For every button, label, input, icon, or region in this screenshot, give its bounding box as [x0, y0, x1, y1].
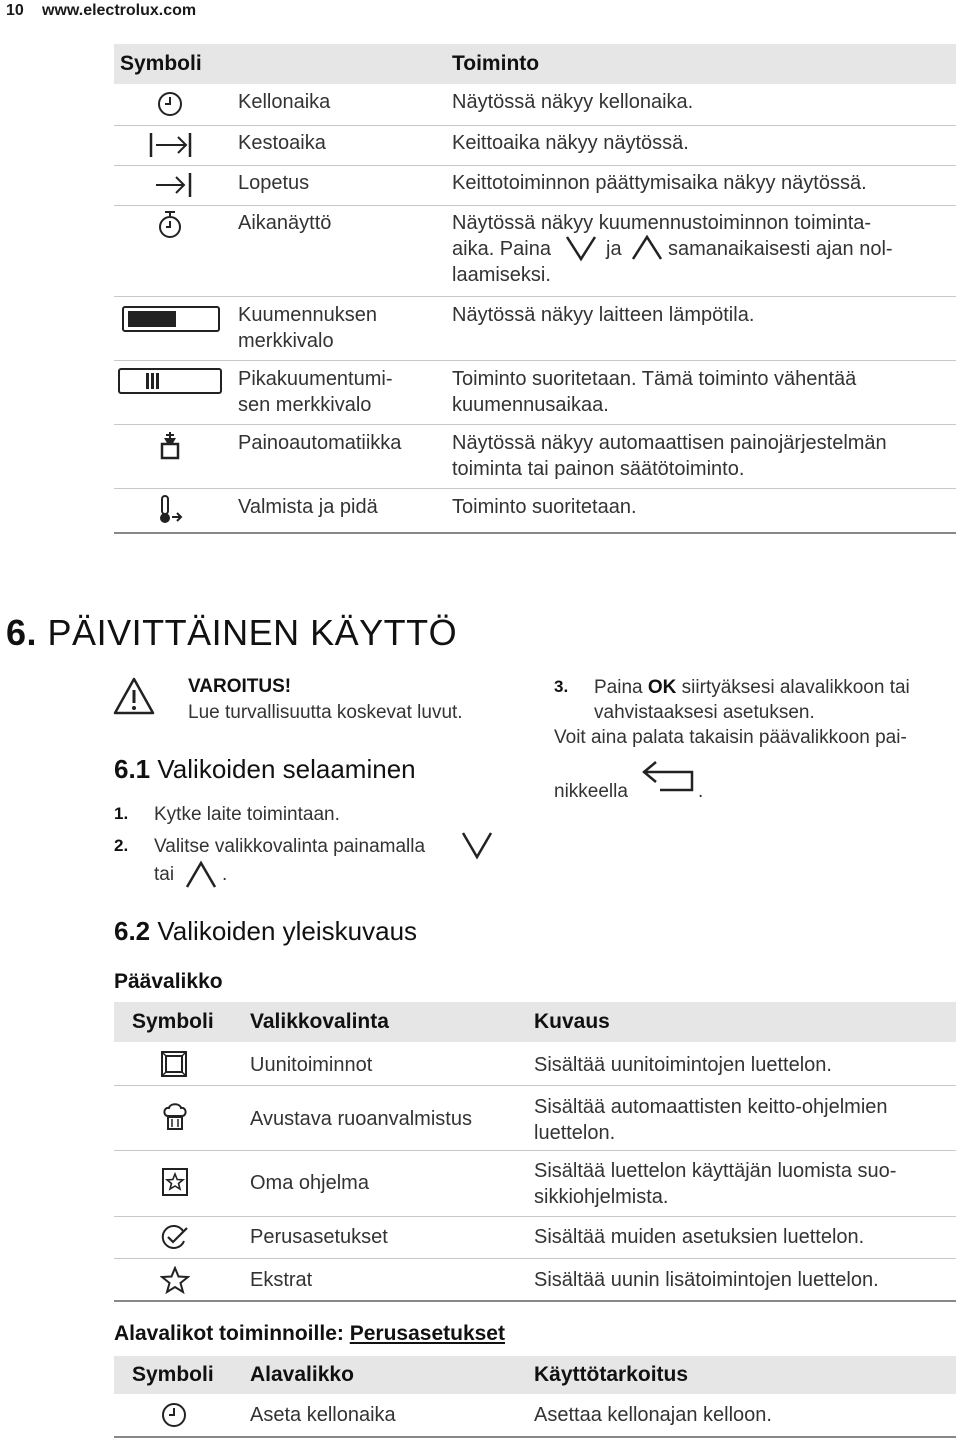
col-header-function: Toiminto	[452, 52, 540, 75]
symbol-desc: aika. Paina	[452, 238, 551, 260]
down-arrow-icon[interactable]	[460, 830, 494, 860]
row-divider	[114, 165, 956, 166]
main-menu-table	[114, 1002, 956, 1304]
symbol-desc: samanaikaisesti ajan nol-	[668, 238, 893, 260]
symbol-desc: Näytössä näkyy automaattisen painojärjestelmän	[452, 432, 887, 454]
symbol-desc: ja	[606, 238, 622, 260]
basic-settings-icon	[160, 1224, 190, 1252]
step-number: 2.	[114, 836, 129, 855]
favourite-programme-icon	[162, 1168, 188, 1196]
down-arrow-icon	[564, 234, 598, 262]
symbol-desc: laamiseksi.	[452, 264, 551, 286]
site-url[interactable]: www.electrolux.com	[42, 2, 197, 19]
page-number: 10	[6, 2, 24, 19]
submenu-title	[114, 1322, 505, 1346]
step-text-post: siirtyäksesi alavalikkoon tai	[681, 677, 910, 698]
row-divider	[114, 424, 956, 425]
menu-item: Ekstrat	[250, 1269, 313, 1291]
step-number: 1.	[114, 804, 129, 823]
menu-desc: sikkiohjelmista.	[534, 1186, 669, 1208]
symbol-desc: Näytössä näkyy kuumennustoiminnon toiminta-	[452, 212, 872, 234]
symbol-name: Kellonaika	[238, 91, 331, 113]
table-bottom-border	[114, 1436, 956, 1438]
warning-icon	[112, 676, 156, 716]
menu-desc: Sisältää luettelon käyttäjän luomista suo-	[534, 1160, 897, 1182]
up-arrow-icon	[630, 234, 664, 262]
back-info-text: Voit aina palata takaisin päävalikkoon pai-	[554, 727, 907, 748]
subsection-number: 6.1	[114, 754, 151, 784]
heat-up-indicator-icon	[122, 306, 220, 332]
symbol-name: Valmista ja pidä	[238, 496, 378, 518]
menu-item: Avustava ruoanvalmistus	[250, 1108, 472, 1130]
menu-desc: Sisältää muiden asetuksien luettelon.	[534, 1226, 865, 1248]
duration-icon	[148, 130, 194, 160]
menu-desc: Sisältää automaattisten keitto-ohjelmien	[534, 1096, 888, 1118]
back-info-text: nikkeella	[554, 781, 628, 802]
row-divider	[114, 1258, 956, 1259]
symbol-desc: Keittotoiminnon päättymisaika näkyy näytössä.	[452, 172, 867, 194]
step-text: Kytke laite toimintaan.	[154, 804, 340, 825]
main-menu-title: Päävalikko	[114, 970, 223, 993]
section-number: 6.	[6, 612, 38, 653]
fast-heat-up-indicator-icon	[118, 368, 222, 394]
submenu-title-prefix: Alavalikot toiminnoille:	[114, 1322, 344, 1345]
col-header-desc: Kuvaus	[534, 1010, 610, 1033]
subsection-number: 6.2	[114, 916, 151, 946]
table-bottom-border	[114, 1300, 956, 1302]
subsection-heading	[114, 916, 417, 947]
submenu-table	[114, 1356, 956, 1440]
keep-warm-icon	[158, 494, 184, 526]
symbol-name: merkkivalo	[238, 330, 334, 352]
symbol-name: Kuumennuksen	[238, 304, 377, 326]
col-header-symbol: Symboli	[132, 1010, 214, 1033]
symbol-name: Lopetus	[238, 172, 310, 194]
row-divider	[114, 1085, 956, 1086]
row-divider	[114, 205, 956, 206]
symbol-desc: kuumennusaikaa.	[452, 394, 609, 416]
row-divider	[114, 1216, 956, 1217]
menu-desc: Sisältää uunin lisätoimintojen luettelon.	[534, 1269, 879, 1291]
warning-text: Lue turvallisuutta koskevat luvut.	[188, 702, 463, 723]
symbol-desc: Keittoaika näkyy näytössä.	[452, 132, 689, 154]
submenu-desc: Asettaa kellonajan kelloon.	[534, 1404, 772, 1426]
col-header-symbol: Symboli	[132, 1363, 214, 1386]
section-heading	[6, 612, 457, 654]
clock-icon	[156, 90, 184, 118]
extras-icon	[160, 1266, 190, 1294]
submenu-title-link[interactable]: Perusasetukset	[349, 1322, 505, 1345]
symbol-name: Painoautomatiikka	[238, 432, 402, 454]
subsection-title: Valikoiden yleiskuvaus	[157, 916, 418, 946]
symbol-name: sen merkkivalo	[238, 394, 372, 416]
row-divider	[114, 296, 956, 297]
submenu-item: Aseta kellonaika	[250, 1404, 396, 1426]
row-divider	[114, 1150, 956, 1151]
symbol-desc: Toiminto suoritetaan.	[452, 496, 637, 518]
col-header-item: Valikkovalinta	[250, 1010, 389, 1033]
chef-hat-icon	[162, 1102, 188, 1132]
step-number: 3.	[554, 677, 569, 696]
symbols-table	[114, 44, 956, 536]
step-text: Valitse valikkovalinta painamalla	[154, 836, 426, 857]
end-icon	[154, 170, 194, 200]
row-divider	[114, 360, 956, 361]
menu-item: Oma ohjelma	[250, 1172, 369, 1194]
ok-button-label: OK	[647, 677, 677, 698]
symbol-desc: Näytössä näkyy kellonaika.	[452, 91, 694, 113]
symbol-desc: toiminta tai painon säätötoiminto.	[452, 458, 745, 480]
symbol-desc: Näytössä näkyy laitteen lämpötila.	[452, 304, 755, 326]
up-arrow-icon[interactable]	[184, 860, 218, 890]
step-text-line2: vahvistaaksesi asetuksen.	[594, 702, 815, 723]
symbol-name: Aikanäyttö	[238, 212, 332, 234]
symbol-name: Kestoaika	[238, 132, 326, 154]
back-info-text: .	[698, 781, 704, 802]
subsection-title: Valikoiden selaaminen	[157, 754, 416, 784]
oven-functions-icon	[160, 1050, 188, 1078]
back-icon[interactable]	[638, 758, 698, 794]
menu-item: Uunitoiminnot	[250, 1054, 373, 1076]
step-text: .	[222, 864, 228, 885]
row-divider	[114, 488, 956, 489]
step-text-pre: Paina	[594, 677, 643, 698]
weight-automatic-icon	[160, 430, 180, 460]
warning-title: VAROITUS!	[188, 676, 292, 697]
step-text	[594, 675, 910, 700]
section-title: PÄIVITTÄINEN KÄYTTÖ	[47, 612, 458, 653]
col-header-desc: Käyttötarkoitus	[534, 1363, 689, 1386]
row-divider	[114, 125, 956, 126]
menu-item: Perusasetukset	[250, 1226, 388, 1248]
symbol-name: Pikakuumentumi-	[238, 368, 393, 390]
symbol-desc: Toiminto suoritetaan. Tämä toiminto vähentää	[452, 368, 857, 390]
menu-desc: luettelon.	[534, 1122, 616, 1144]
clock-icon	[160, 1401, 188, 1429]
menu-desc: Sisältää uunitoimintojen luettelon.	[534, 1054, 832, 1076]
col-header-symbol: Symboli	[120, 52, 202, 75]
subsection-heading	[114, 754, 416, 785]
step-text: tai	[154, 864, 175, 885]
table-bottom-border	[114, 532, 956, 534]
timer-icon	[156, 210, 184, 240]
page-header	[0, 0, 960, 24]
col-header-item: Alavalikko	[250, 1363, 354, 1386]
